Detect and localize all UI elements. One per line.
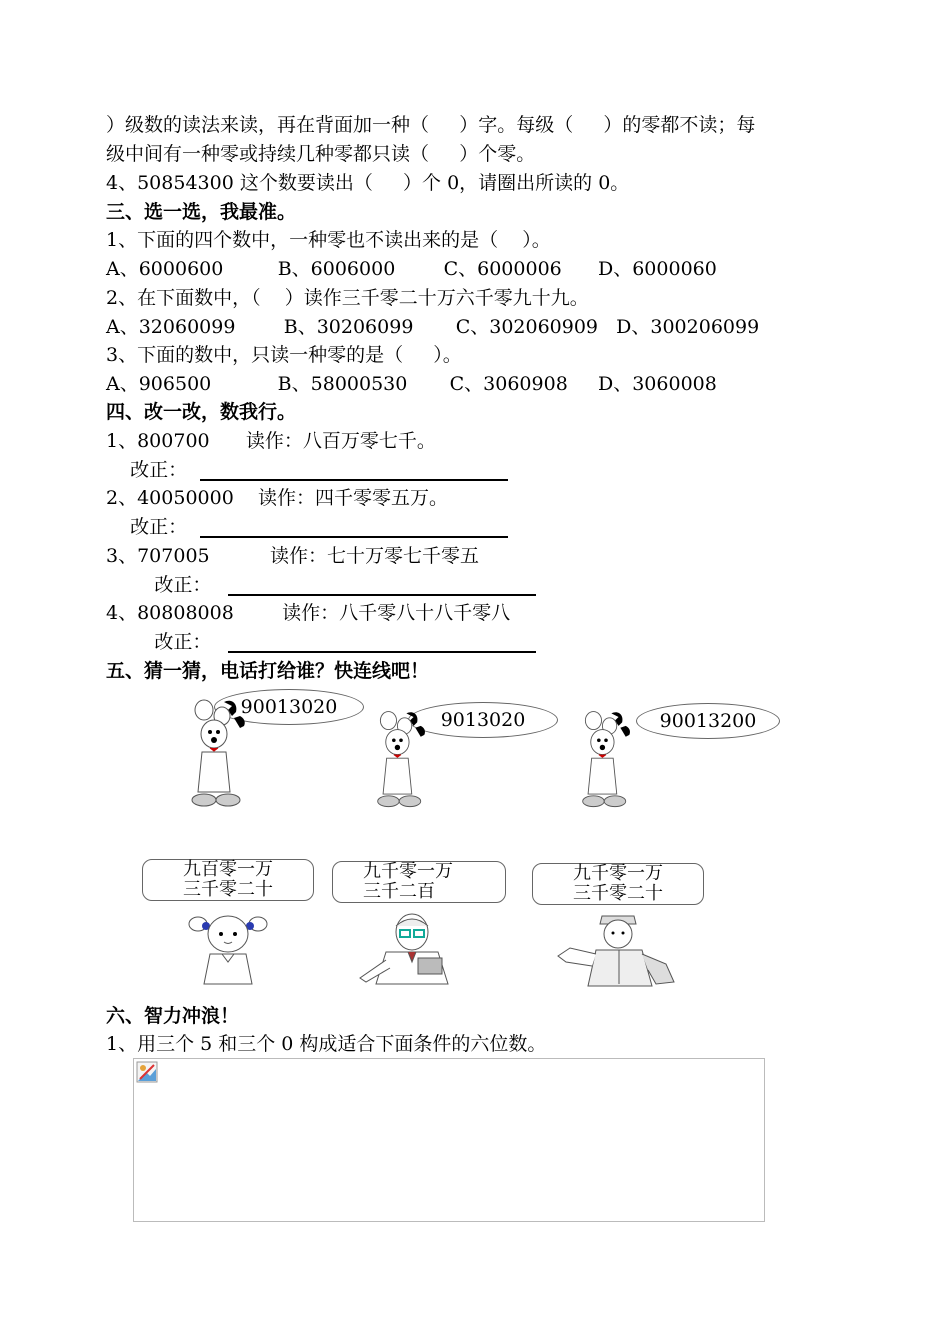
- section-4-title: 四、改一改，数我行。: [106, 401, 297, 423]
- reading-label-1-line-1: 九百零一万: [183, 859, 273, 880]
- reading-label-2: [332, 861, 506, 903]
- reading-label-2-line-1: 九千零一万: [363, 861, 453, 882]
- cartoon-mouse-icon: [371, 708, 431, 812]
- section-3-title: 三、选一选，我最准。: [106, 201, 297, 223]
- reading-label-1: [142, 859, 314, 901]
- answer-box: [133, 1058, 765, 1222]
- correction-1: 1、800700 读作：八百万零七千。: [106, 430, 436, 452]
- phone-number-1: 90013020: [240, 696, 338, 718]
- section-5-title: 五、猜一猜，电话打给谁？快连线吧！: [106, 660, 430, 682]
- reading-label-3: [532, 863, 704, 905]
- question-1-options: A、6000600 B、6006000 C、6000006 D、6000060: [106, 258, 717, 280]
- text-line-3: 4、50854300 这个数要读出（ ）个 0，请圈出所读的 0。: [106, 172, 630, 194]
- text-line-2: 级中间有一种零或持续几种零都只读（ ）个零。: [106, 143, 536, 165]
- correction-2: 2、40050000 读作：四千零零五万。: [106, 487, 448, 509]
- correction-4-field-label: 改正：: [106, 631, 212, 653]
- cartoon-mouse-icon: [576, 708, 636, 812]
- correction-1-field-label: 改正：: [106, 459, 188, 481]
- correction-4-answer-line[interactable]: [228, 651, 536, 653]
- cartoon-mouse-icon: [188, 696, 248, 812]
- man-with-glasses-figure-icon: [356, 912, 464, 986]
- man-with-cap-figure-icon: [556, 908, 678, 988]
- correction-2-field-label: 改正：: [106, 516, 188, 538]
- text-line-1: ）级数的读法来读，再在背面加一种（ ）字。每级（ ）的零都不读；每: [106, 114, 756, 136]
- question-1: 1、下面的四个数中，一种零也不读出来的是（ ）。: [106, 229, 551, 251]
- phone-bubble-3: [636, 703, 780, 739]
- question-3-options: A、906500 B、58000530 C、3060908 D、3060008: [106, 373, 717, 395]
- question-2: 2、在下面数中，（ ）读作三千零二十万六千零九十九。: [106, 287, 589, 309]
- correction-3-answer-line[interactable]: [228, 594, 536, 596]
- correction-2-answer-line[interactable]: [200, 536, 508, 538]
- correction-3-field-label: 改正：: [106, 574, 212, 596]
- reading-label-3-line-2: 三千零二十: [573, 883, 663, 904]
- correction-1-answer-line[interactable]: [200, 479, 508, 481]
- question-2-options: A、32060099 B、30206099 C、302060909 D、300206099: [106, 316, 760, 338]
- correction-3: 3、707005 读作：七十万零七千零五: [106, 545, 480, 567]
- reading-label-3-line-1: 九千零一万: [573, 863, 663, 884]
- section-6-title: 六、智力冲浪！: [106, 1005, 240, 1027]
- correction-4: 4、80808008 读作：八千零八十八千零八: [106, 602, 511, 624]
- girl-figure-icon: [186, 910, 270, 986]
- reading-label-2-line-2: 三千二百: [363, 881, 435, 902]
- question-3: 3、下面的数中，只读一种零的是（ ）。: [106, 344, 462, 366]
- broken-image-icon: [136, 1061, 158, 1083]
- reading-label-1-line-2: 三千零二十: [183, 879, 273, 900]
- problem-1: 1、用三个 5 和三个 0 构成适合下面条件的六位数。: [106, 1033, 547, 1055]
- phone-number-3: 90013200: [659, 710, 757, 732]
- phone-number-2: 9013020: [440, 709, 526, 731]
